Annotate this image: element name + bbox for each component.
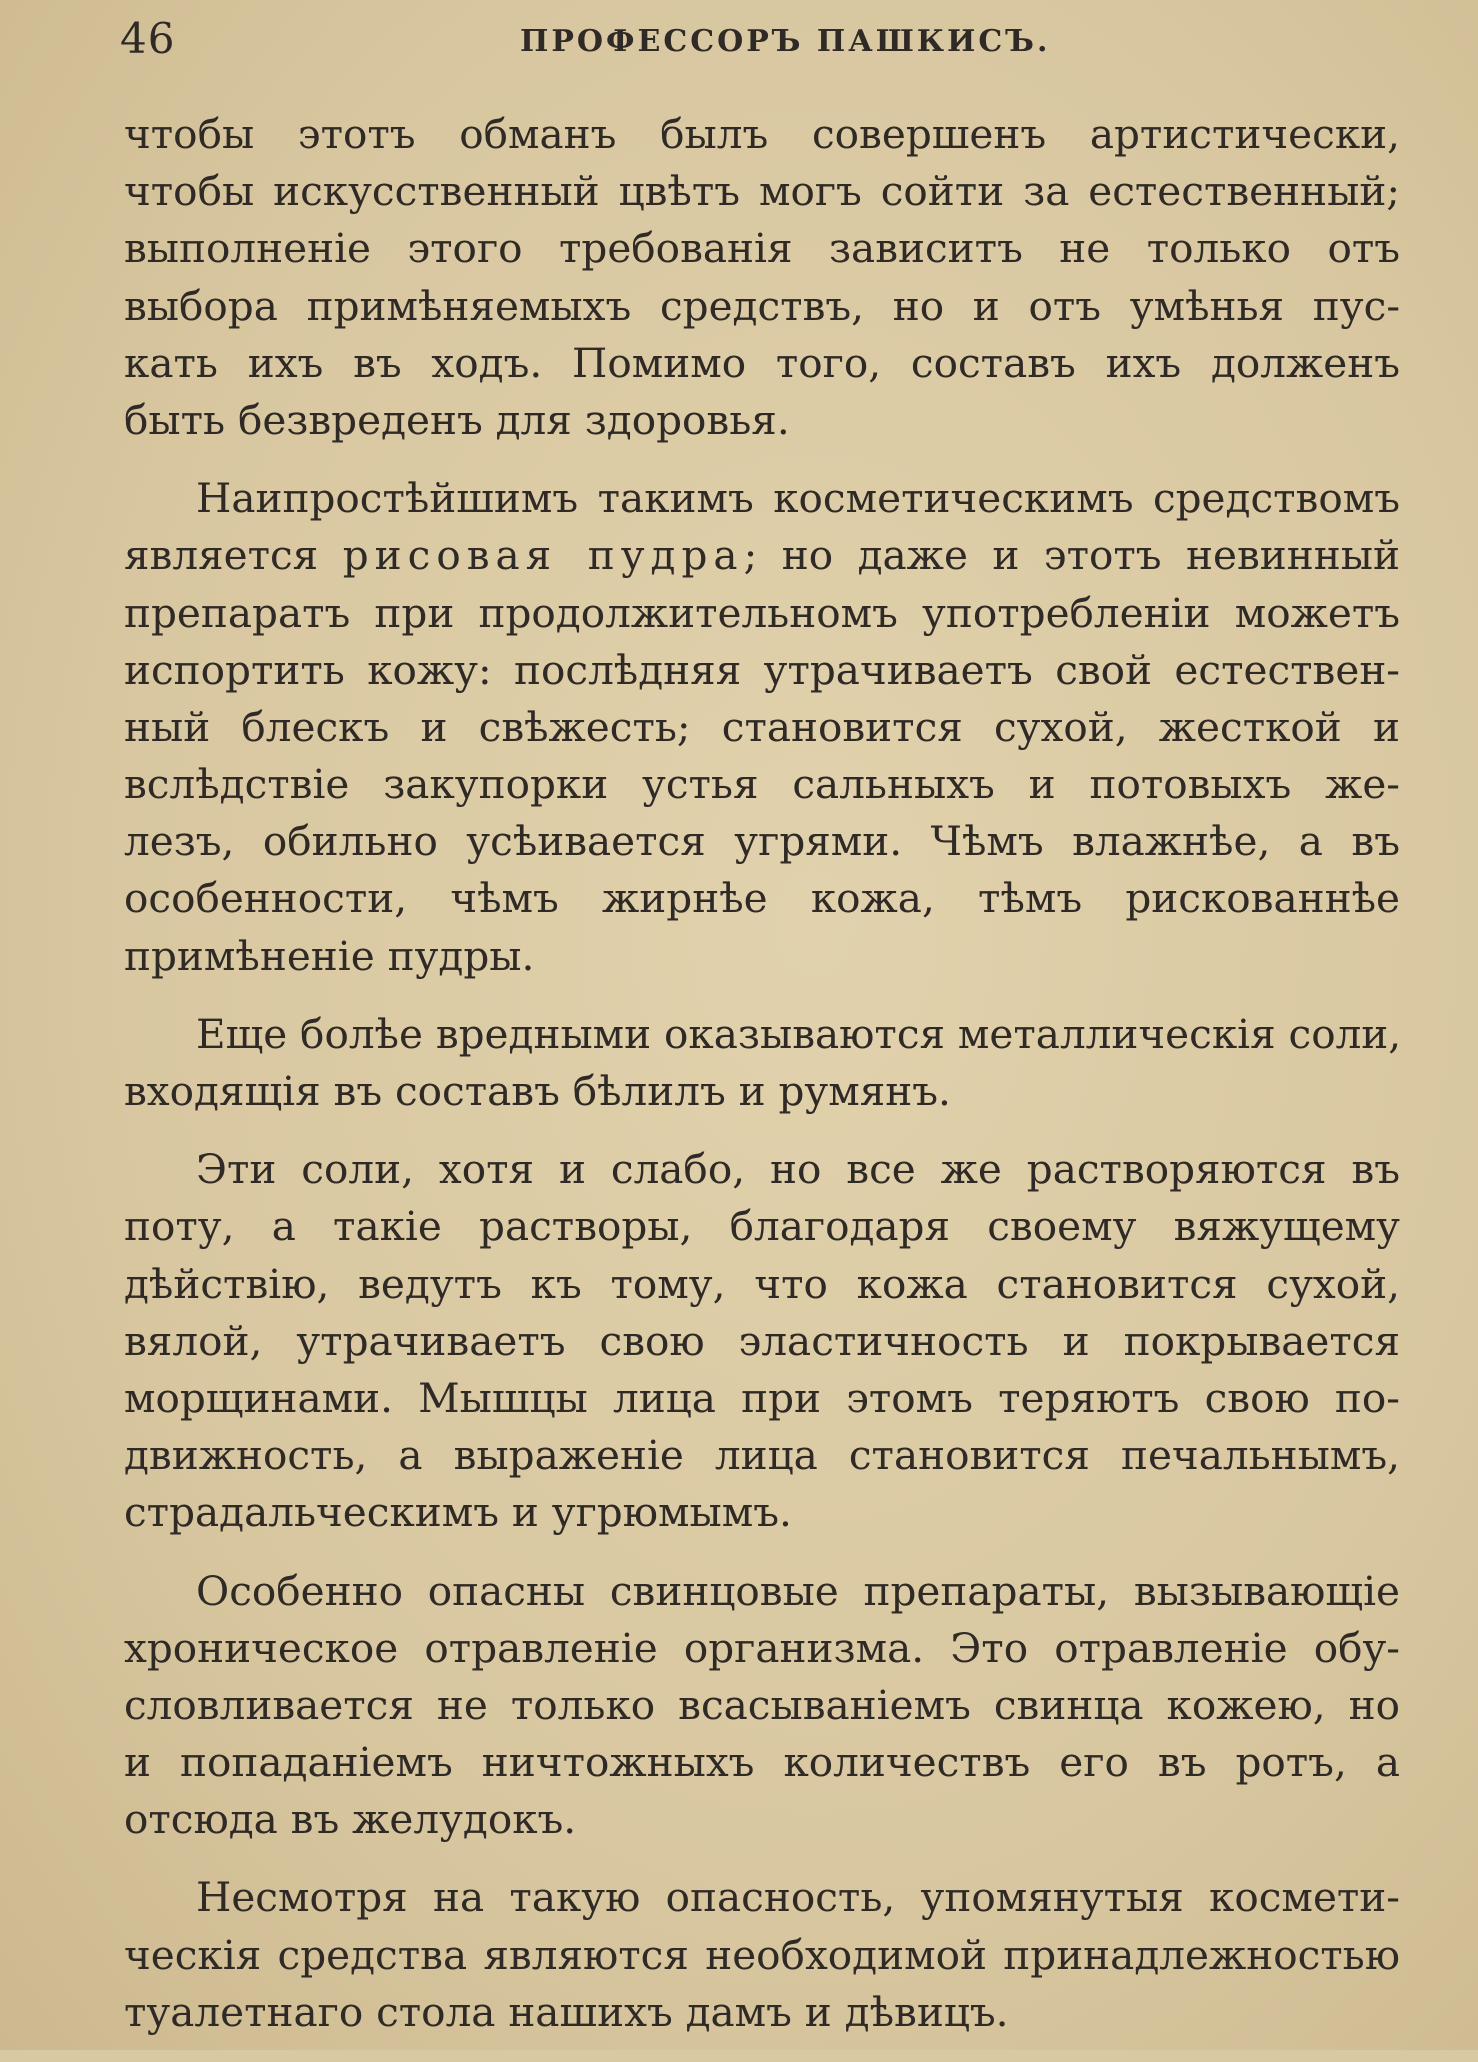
text-line: страдальческимъ и угрюмымъ. [124, 1488, 792, 1537]
text-line: кать ихъ въ ходъ. Помимо того, составъ ихъ долженъ [124, 338, 1400, 387]
text-line: Особенно опасны свинцовые препараты, вызывающіе [196, 1566, 1400, 1615]
text-line: словливается не только всасываніемъ свинца кожею, но [124, 1680, 1400, 1729]
text-segment: ; но даже и этотъ невинный [743, 531, 1401, 580]
text-line: движность, а выраженіе лица становится печальнымъ, [124, 1431, 1400, 1480]
text-line: поту, а такіе растворы, благодаря своему вяжущему [124, 1202, 1400, 1251]
text-line: входящія въ составъ бѣлилъ и румянъ. [124, 1067, 951, 1115]
text-line: особенности, чѣмъ жирнѣе кожа, тѣмъ рискованнѣе [124, 874, 1400, 923]
text-line: чтобы искусственный цвѣтъ могъ сойти за естественный; [124, 167, 1400, 216]
text-line: хроническое отравленіе организма. Это отравленіе обу- [124, 1623, 1400, 1672]
text-line: дѣйствію, ведутъ къ тому, что кожа становится сухой, [124, 1259, 1400, 1308]
text-line: Наипростѣйшимъ такимъ косметическимъ средствомъ [196, 474, 1400, 523]
text-line: вслѣдствіе закупорки устья сальныхъ и потовыхъ же- [124, 760, 1400, 809]
text-line: испортить кожу: послѣдняя утрачиваетъ свой естествен- [124, 645, 1400, 694]
text-line: ный блескъ и свѣжесть; становится сухой, жесткой и [124, 702, 1400, 751]
body-text [124, 106, 1400, 2062]
text-line: отсюда въ желудокъ. [124, 1795, 577, 1844]
text-line: чтобы этотъ обманъ былъ совершенъ артистически, [124, 110, 1400, 158]
text-line: туалетнаго стола нашихъ дамъ и дѣвицъ. [124, 1987, 1009, 2036]
text-line: и попаданіемъ ничтожныхъ количествъ его въ ротъ, а [124, 1738, 1400, 1787]
text-line: выбора примѣняемыхъ средствъ, но и отъ умѣнья пус- [124, 281, 1400, 330]
paragraph-4 [124, 1141, 1400, 1541]
text-line: примѣненіе пудры. [124, 931, 535, 980]
text-line: морщинами. Мышцы лица при этомъ теряютъ свою по- [124, 1373, 1400, 1422]
text-line: Эти соли, хотя и слабо, но все же растворяются въ [196, 1145, 1400, 1194]
text-line: Несмотря на такую опасность, упомянутыя космети- [196, 1873, 1400, 1922]
running-head: ПРОФЕССОРЪ ПАШКИСЪ. [520, 24, 1051, 59]
emphasized-term: рисовая пудра [342, 531, 744, 580]
text-line: Еще болѣе вредными оказываются металлическія соли, [196, 1009, 1402, 1058]
text-line: вялой, утрачиваетъ свою эластичность и покрывается [124, 1316, 1400, 1365]
page-header [120, 14, 1418, 70]
page-number: 46 [120, 14, 176, 63]
paragraph-3 [124, 1006, 1400, 1120]
text-line: выполненіе этого требованія зависитъ не только отъ [124, 224, 1400, 273]
text-line: лезъ, обильно усѣивается угрями. Чѣмъ влажнѣе, а въ [124, 817, 1400, 866]
paragraph-1 [124, 106, 1400, 449]
text-line-mixed [124, 527, 1400, 584]
text-line: препаратъ при продолжительномъ употребленіи можетъ [124, 588, 1400, 637]
text-line: быть безвреденъ для здоровья. [124, 395, 790, 444]
text-line: ческія средства являются необходимой принадлежностью [124, 1930, 1400, 1979]
text-segment: является [124, 531, 319, 580]
paragraph-6 [124, 1869, 1400, 2041]
paragraph-2 [124, 470, 1400, 985]
paragraph-5 [124, 1563, 1400, 1849]
